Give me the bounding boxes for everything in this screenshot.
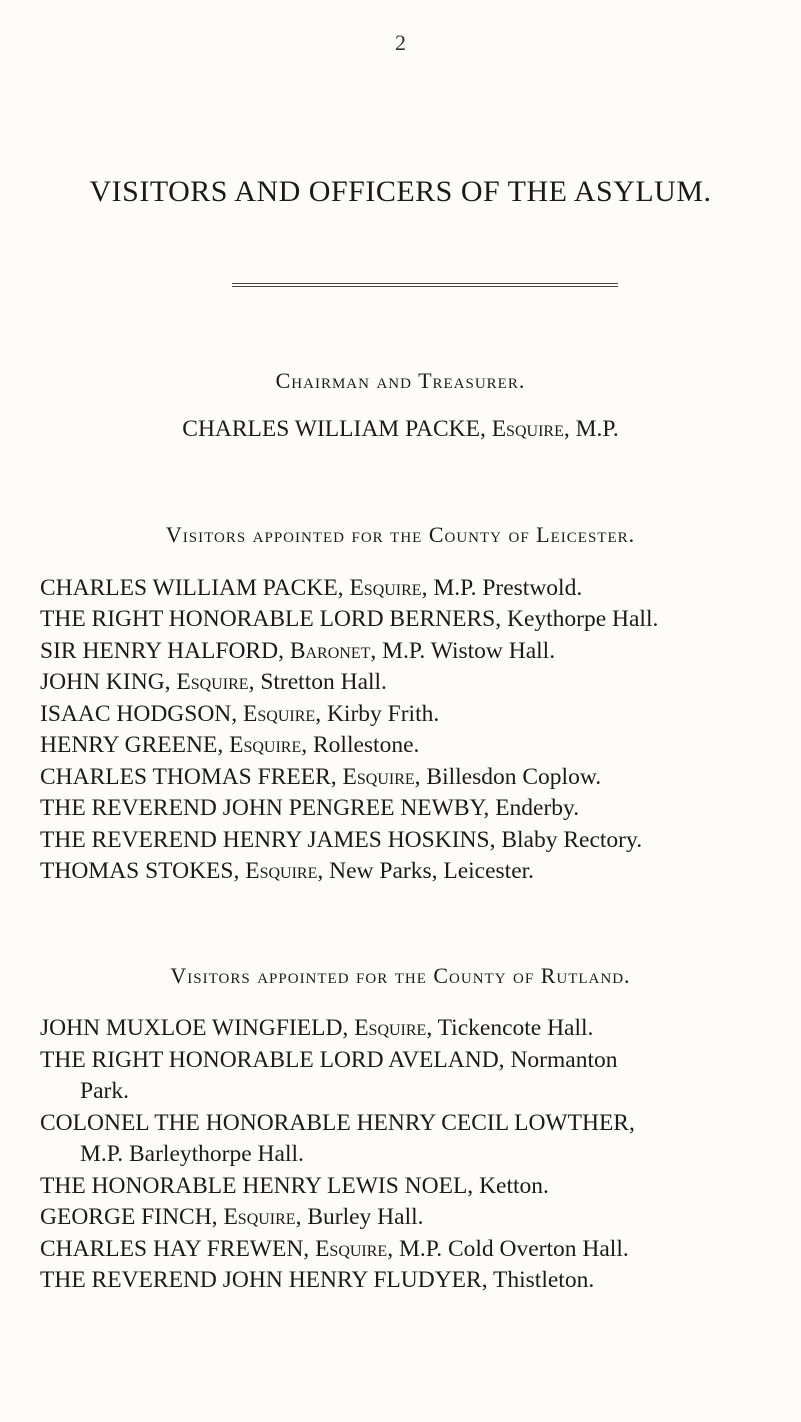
list-item: COLONEL THE HONORABLE HENRY CECIL LOWTHER, <box>40 1110 635 1136</box>
list-item: THE RIGHT HONORABLE LORD AVELAND, Normanton <box>40 1047 618 1073</box>
list-item: JOHN KING, Esquire, Stretton Hall. <box>40 669 387 695</box>
list-item: THE HONORABLE HENRY LEWIS NOEL, Ketton. <box>40 1173 549 1199</box>
list-item: THOMAS STOKES, Esquire, New Parks, Leicester. <box>40 858 535 884</box>
page-title: VISITORS AND OFFICERS OF THE ASYLUM. <box>89 175 712 208</box>
chairman-heading: Chairman and Treasurer. <box>275 368 526 393</box>
list-item: CHARLES THOMAS FREER, Esquire, Billesdon Coplow. <box>40 764 602 790</box>
list-item: M.P. Barleythorpe Hall. <box>80 1141 304 1167</box>
list-item: THE REVEREND JOHN PENGREE NEWBY, Enderby. <box>40 795 580 821</box>
list-item: THE REVEREND HENRY JAMES HOSKINS, Blaby Rectory. <box>40 827 643 853</box>
list-item: ISAAC HODGSON, Esquire, Kirby Frith. <box>40 701 440 727</box>
rutland-heading: Visitors appointed for the County of Rutland. <box>170 963 631 988</box>
chairman-suffix: , M.P. <box>563 416 619 442</box>
list-item: SIR HENRY HALFORD, Baronet, M.P. Wistow Hall. <box>40 638 556 664</box>
list-item: CHARLES HAY FREWEN, Esquire, M.P. Cold Overton Hall. <box>40 1236 629 1262</box>
list-item: HENRY GREENE, Esquire, Rollestone. <box>40 732 420 758</box>
chairman-name: CHARLES WILLIAM PACKE, <box>182 416 492 442</box>
divider-rule <box>232 283 618 287</box>
page-number: 2 <box>395 30 406 55</box>
leicester-heading: Visitors appointed for the County of Leicester. <box>165 522 636 547</box>
list-item: THE REVEREND JOHN HENRY FLUDYER, Thistleton. <box>40 1267 595 1293</box>
list-item: Park. <box>80 1078 129 1104</box>
list-item: JOHN MUXLOE WINGFIELD, Esquire, Tickencote Hall. <box>40 1015 594 1041</box>
chairman-title: Esquire <box>491 416 564 442</box>
chairman-entry <box>0 416 801 443</box>
list-item: THE RIGHT HONORABLE LORD BERNERS, Keythorpe Hall. <box>40 606 659 632</box>
list-item: CHARLES WILLIAM PACKE, Esquire, M.P. Prestwold. <box>40 575 583 601</box>
list-item: GEORGE FINCH, Esquire, Burley Hall. <box>40 1204 424 1230</box>
